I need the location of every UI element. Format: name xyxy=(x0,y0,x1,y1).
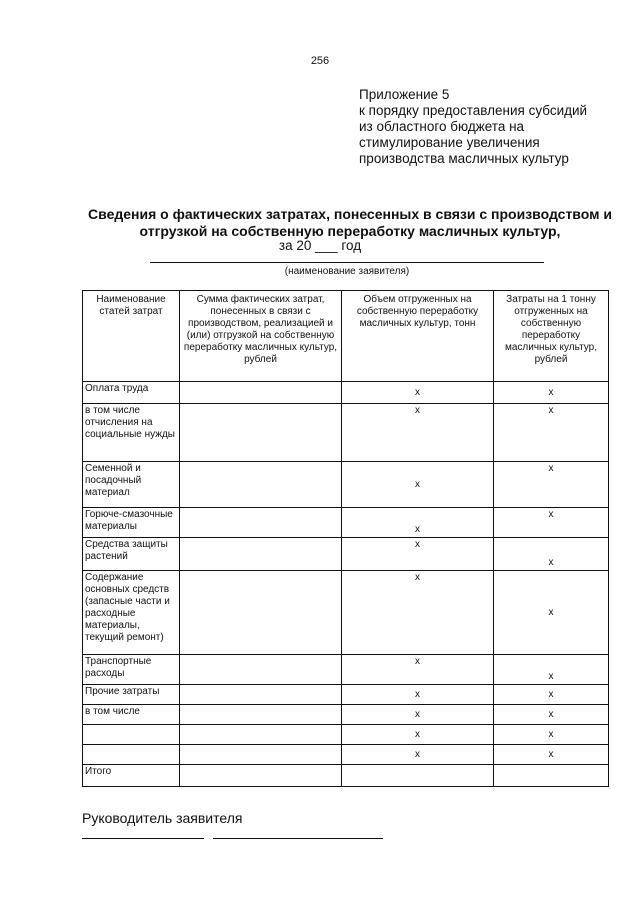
table-row xyxy=(83,382,609,404)
table-row xyxy=(83,538,609,571)
row-volume-cell: x xyxy=(342,685,494,705)
row-label: Горюче-смазочные материалы xyxy=(83,508,180,538)
signature-line xyxy=(82,838,204,839)
row-label: Оплата труда xyxy=(83,382,180,404)
row-amount-cell[interactable] xyxy=(180,685,342,705)
row-amount-cell[interactable] xyxy=(180,462,342,508)
row-label xyxy=(83,725,180,745)
header-shipped-volume: Объем отгруженных на собственную переработку масличных культур, тонн xyxy=(342,291,494,382)
row-volume-cell: x xyxy=(342,705,494,725)
row-amount-cell[interactable] xyxy=(180,655,342,685)
row-amount-cell[interactable] xyxy=(180,765,342,787)
costs-table xyxy=(82,290,609,787)
row-volume-cell: x xyxy=(342,382,494,404)
applicant-name-line xyxy=(150,262,544,263)
appendix-line: к порядку предоставления субсидий xyxy=(359,103,588,118)
table-row xyxy=(83,571,609,655)
row-volume-cell: x xyxy=(342,745,494,765)
row-amount-cell[interactable] xyxy=(180,705,342,725)
row-amount-cell[interactable] xyxy=(180,725,342,745)
page-number: 256 xyxy=(310,55,330,67)
row-per-ton-cell: x xyxy=(494,725,609,745)
row-per-ton-cell: x xyxy=(494,382,609,404)
header-actual-costs: Сумма фактических затрат, понесенных в связи с производством, реализацией и (или) отгрузкой на собственную переработку масличных культур, рублей xyxy=(180,291,342,382)
row-amount-cell[interactable] xyxy=(180,571,342,655)
row-label: в том числе отчисления на социальные нужды xyxy=(83,404,180,462)
row-label: Транспортные расходы xyxy=(83,655,180,685)
table-row xyxy=(83,725,609,745)
row-amount-cell[interactable] xyxy=(180,745,342,765)
applicant-caption: (наименование заявителя) xyxy=(284,266,410,277)
row-per-ton-cell: x xyxy=(494,571,609,655)
row-volume-cell[interactable] xyxy=(342,765,494,787)
table-row xyxy=(83,705,609,725)
row-per-ton-cell: x xyxy=(494,745,609,765)
table-row-total xyxy=(83,765,609,787)
table-row xyxy=(83,508,609,538)
table-row xyxy=(83,404,609,462)
row-volume-cell: x xyxy=(342,538,494,571)
row-volume-cell: x xyxy=(342,725,494,745)
title-line-1: Сведения о фактических затратах, понесенных в связи с производством и xyxy=(88,206,612,222)
row-amount-cell[interactable] xyxy=(180,508,342,538)
header-cost-item: Наименование статей затрат xyxy=(83,291,180,382)
row-per-ton-cell: x xyxy=(494,538,609,571)
row-label: Средства защиты растений xyxy=(83,538,180,571)
row-volume-cell: x xyxy=(342,655,494,685)
row-per-ton-cell: x xyxy=(494,705,609,725)
row-per-ton-cell: x xyxy=(494,404,609,462)
row-label xyxy=(83,745,180,765)
document-title xyxy=(60,206,640,240)
row-per-ton-cell: x xyxy=(494,685,609,705)
table-header-row xyxy=(83,291,609,382)
year-line: за 20 ___ год xyxy=(278,238,362,253)
row-label: Семенной и посадочный материал xyxy=(83,462,180,508)
appendix-line: Приложение 5 xyxy=(359,87,450,102)
row-label: Прочие затраты xyxy=(83,685,180,705)
row-volume-cell: x xyxy=(342,508,494,538)
appendix-line: из областного бюджета на xyxy=(359,119,525,134)
row-amount-cell[interactable] xyxy=(180,404,342,462)
row-label: Содержание основных средств (запасные части и расходные материалы, текущий ремонт) xyxy=(83,571,180,655)
row-volume-cell: x xyxy=(342,404,494,462)
row-volume-cell: x xyxy=(342,462,494,508)
table-row xyxy=(83,685,609,705)
row-per-ton-cell: x xyxy=(494,655,609,685)
row-label: Итого xyxy=(83,765,180,787)
row-label: в том числе xyxy=(83,705,180,725)
signature-name-line xyxy=(213,838,383,839)
appendix-line: производства масличных культур xyxy=(359,151,569,166)
table-row xyxy=(83,462,609,508)
title-line-2: отгрузкой на собственную переработку масличных культур, xyxy=(139,223,561,239)
table-row xyxy=(83,655,609,685)
row-amount-cell[interactable] xyxy=(180,538,342,571)
table-row xyxy=(83,745,609,765)
appendix-block xyxy=(359,87,619,167)
signature-title: Руководитель заявителя xyxy=(82,810,243,826)
header-cost-per-ton: Затраты на 1 тонну отгруженных на собственную переработку масличных культур, рублей xyxy=(494,291,609,382)
row-amount-cell[interactable] xyxy=(180,382,342,404)
row-per-ton-cell: x xyxy=(494,508,609,538)
row-volume-cell: x xyxy=(342,571,494,655)
row-per-ton-cell: x xyxy=(494,462,609,508)
appendix-line: стимулирование увеличения xyxy=(359,135,540,150)
row-per-ton-cell[interactable] xyxy=(494,765,609,787)
